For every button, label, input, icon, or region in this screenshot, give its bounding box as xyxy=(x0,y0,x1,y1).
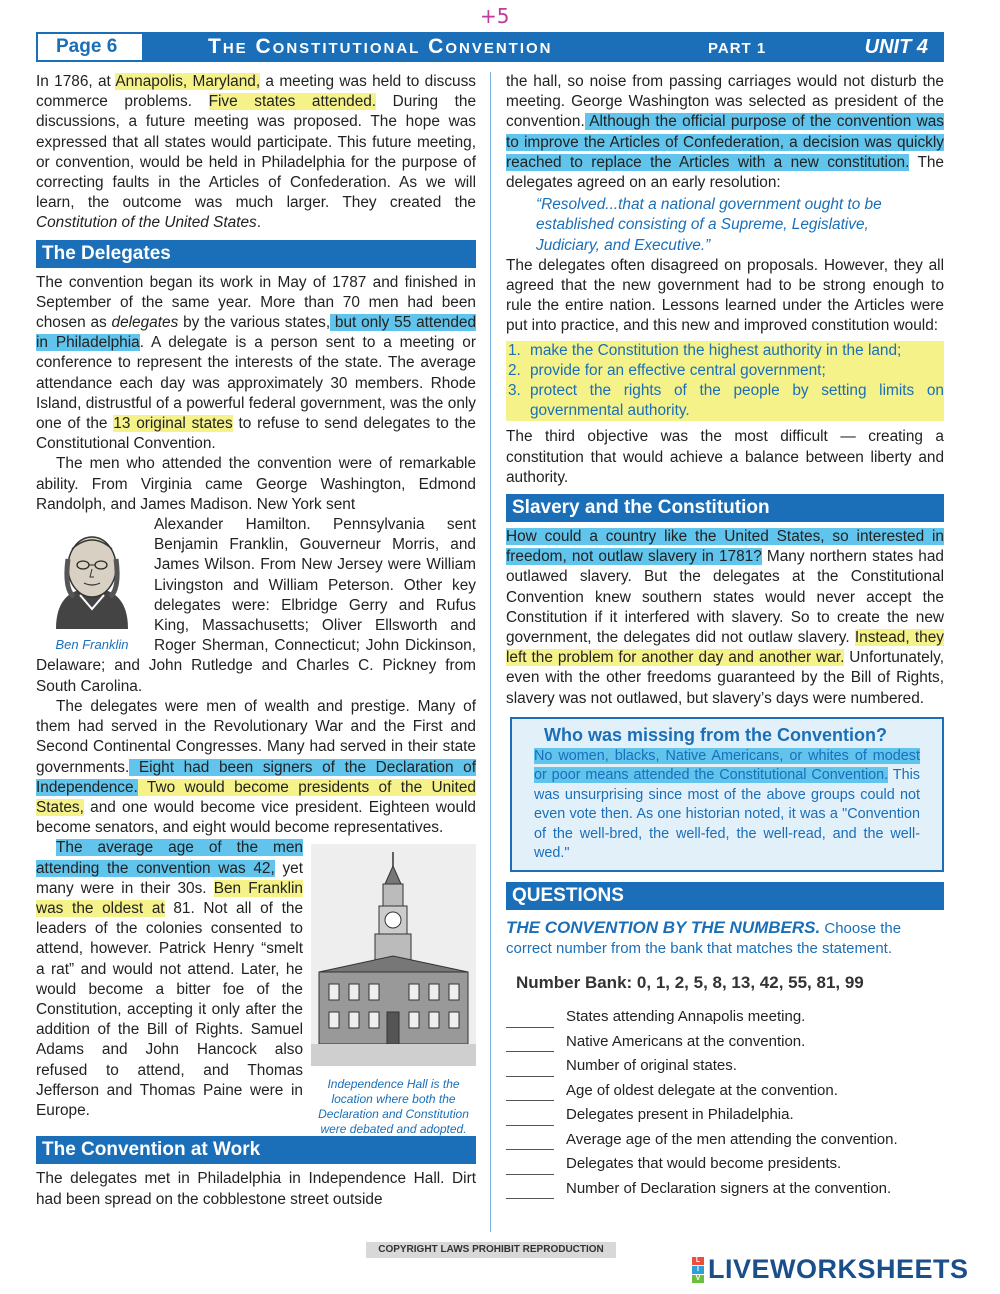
answer-blank[interactable] xyxy=(506,1157,554,1175)
copyright-notice: COPYRIGHT LAWS PROHIBIT REPRODUCTION xyxy=(366,1242,616,1258)
text-run: During the discussions, a future meeting was proposed. The hope was expressed that all states would participate. This future meeting, or convention, would be held in Philadelphia for the purpose of correcting faults in the Articles of Confederation. As we will learn, the outcome was much larger. They created the xyxy=(36,93,476,212)
slavery-paragraph xyxy=(506,527,944,709)
work-paragraph-3: The third objective was the most difficult — creating a constitution that would achieve a balance between liberty and authority. xyxy=(506,428,944,486)
text-run-italic: delegates xyxy=(111,314,179,332)
column-divider xyxy=(490,72,491,1232)
number-bank xyxy=(516,973,944,993)
questions-list xyxy=(506,1003,944,1199)
unit-label: UNIT 4 xyxy=(864,36,928,58)
text-run: a meeting was held to discuss commerce problems. xyxy=(36,73,477,111)
work-paragraph-1: The delegates met in Philadelphia in Independence Hall. Dirt had been spread on the cobblestone street outside xyxy=(36,1170,476,1208)
left-column xyxy=(36,72,476,1210)
answer-blank[interactable] xyxy=(506,1059,554,1077)
text-run: The delegates were men of wealth and prestige. Many of them had served in the Revolutionary War and the First and Second Continental Congresses. Many had served in their state governments. xyxy=(36,697,476,776)
highlight-five-states: Five states attended. xyxy=(208,93,377,111)
objective-text: make the Constitution the highest authority in the land; xyxy=(530,341,902,359)
ben-franklin-caption: Ben Franklin xyxy=(55,637,129,653)
work-paragraph-1-continued xyxy=(506,72,944,193)
objective-number: 3. xyxy=(508,382,521,400)
question-row xyxy=(506,1052,944,1077)
resolution-quote: “Resolved...that a national government ought to be established consisting of a Supreme, Legislative, Judiciary, and Executive.” xyxy=(536,196,882,254)
questions-instruction-text: Choose the correct number from the bank that matches the statement. xyxy=(506,919,902,957)
objective-item-2 xyxy=(506,361,944,381)
number-bank-values: 0, 1, 2, 5, 8, 13, 42, 55, 81, 99 xyxy=(636,972,864,992)
objective-text: protect the rights of the people by setting limits on governmental authority. xyxy=(530,382,944,420)
box-body xyxy=(534,747,920,864)
text-run: In 1786, at xyxy=(36,73,116,90)
text-run: the hall, so noise from passing carriages would not disturb the meeting. George Washington was selected as president of the convention. xyxy=(506,73,944,131)
logo-tile: L xyxy=(692,1257,704,1265)
text-run: to refuse to send delegates to the Constitutional Convention. xyxy=(36,415,476,453)
question-row xyxy=(506,1126,944,1151)
question-row xyxy=(506,1150,944,1175)
question-statement: Delegates present in Philadelphia. xyxy=(566,1106,794,1124)
question-row xyxy=(506,1028,944,1053)
text-run: The convention began its work in May of 1787 and finished in September of the same year. More than 70 men had been chosen as xyxy=(36,273,476,332)
independence-hall-figure xyxy=(311,844,476,1134)
text-run: . A delegate is a person sent to a meeting or conference to represent the interests of the state. The average attendance each day was approximately 30 members. Rhode Island, distrustful of a powerful federal government, was the only one of the xyxy=(36,334,476,433)
highlight-another-war: Instead, they left the problem for another day and another war. xyxy=(506,629,944,667)
answer-blank[interactable] xyxy=(506,1108,554,1126)
text-run: by the various states, xyxy=(178,314,331,332)
section-heading-convention-at-work: The Convention at Work xyxy=(36,1136,476,1164)
section-heading-questions: QUESTIONS xyxy=(506,882,944,910)
independence-hall-illustration xyxy=(311,844,476,1066)
handwritten-plus-five: +5 xyxy=(480,4,510,28)
right-column xyxy=(506,72,944,1199)
page-title: The Constitutional Convention xyxy=(208,35,553,58)
delegates-paragraph-2b: Alexander Hamilton. Pennsylvania sent Benjamin Franklin, Gouverneur Morris, and James Wilson. From New Jersey were William Livingston and William Peterson. Other key delegates were: Elbridge Gerry and Rufus King, Massachusetts; Oliver Ellsworth and Roger Sherman, Connecticut; John Dickinson, Delaware; and John Rutledge and Charles C. Pickney from South Carolina. xyxy=(36,516,476,695)
objective-number: 1. xyxy=(508,341,521,359)
question-row xyxy=(506,1003,944,1028)
delegates-paragraph-1 xyxy=(36,273,476,455)
question-statement: Delegates that would become presidents. xyxy=(566,1155,842,1173)
logo-text: LIVEWORKSHEETS xyxy=(708,1254,969,1284)
highlight-franklin-oldest: Ben Franklin was the oldest at xyxy=(36,879,303,917)
text-run: yet many were in their 30s. xyxy=(36,859,303,897)
independence-hall-caption: Independence Hall is the location where both the Declaration and Constitution were debated and adopted. xyxy=(318,1076,469,1136)
highlight-no-women: No women, blacks, Native Americans, or whites of modest or poor means attended the Constitutional Convention. xyxy=(534,747,920,784)
highlight-annapolis: Annapolis, Maryland, xyxy=(115,73,261,90)
section-heading-delegates: The Delegates xyxy=(36,240,476,268)
objective-item-1 xyxy=(506,341,944,361)
questions-instructions xyxy=(506,918,944,959)
text-run: . xyxy=(256,214,262,232)
objectives-list xyxy=(506,341,944,422)
answer-blank[interactable] xyxy=(506,1083,554,1101)
page-header xyxy=(36,32,944,62)
question-statement: Age of oldest delegate at the convention. xyxy=(566,1081,838,1099)
section-heading-slavery: Slavery and the Constitution xyxy=(506,494,944,522)
question-statement: Number of Declaration signers at the convention. xyxy=(566,1179,892,1197)
highlight-two-presidents: Two would become presidents of the United States, xyxy=(36,778,476,816)
box-title: Who was missing from the Convention? xyxy=(544,724,888,745)
question-row xyxy=(506,1101,944,1126)
text-run: This was unsurprising since most of the above groups could not even vote then. As one historian noted, it was a "Convention of the well-bred, the well-fed, the well-read, and the well-wed." xyxy=(534,767,920,862)
highlight-average-age: The average age of the men attending the convention was 42, xyxy=(36,839,303,877)
missing-from-convention-box xyxy=(510,717,944,872)
objective-number: 2. xyxy=(508,361,521,379)
part-label: PART 1 xyxy=(708,40,767,57)
ben-franklin-figure xyxy=(36,519,148,653)
logo-tile: I xyxy=(692,1266,704,1274)
objective-item-3 xyxy=(506,381,944,421)
highlight-outlaw-slavery: How could a country like the United States, so interested in freedom, not outlaw slavery in 1781? xyxy=(506,528,944,566)
delegates-paragraph-3 xyxy=(36,697,476,838)
objective-text: provide for an effective central government; xyxy=(530,361,826,379)
logo-tiles-icon xyxy=(692,1257,704,1283)
logo-tile: V xyxy=(692,1275,704,1283)
work-paragraph-2: The delegates often disagreed on proposals. However, they all agreed that the new government had to be strong enough to rule the entire nation. Lessons learned under the Articles were put into practice, and this new and improved constitution would: xyxy=(506,256,944,335)
text-run: Unfortunately, even with the other freedoms guaranteed by the Bill of Rights, slavery was not outlawed, but slavery’s days were numbered. xyxy=(506,649,944,707)
question-row xyxy=(506,1077,944,1102)
text-run: 81. Not all of the leaders of the colonies consented to attend, however. Patrick Henry “smelt a rat” and would not attend. Later, he would become a bitter foe of the Constitution, accepting it only after the addition of the Bill of Rights. Samuel Adams and John Hancock also refused to attend, and Thomas Jefferson and Thomas Paine were in Europe. xyxy=(36,899,304,1119)
text-run-italic: Constitution of the United States xyxy=(36,214,257,232)
highlight-eight-signers: Eight had been signers of the Declaration of Independence. xyxy=(36,758,476,796)
answer-blank[interactable] xyxy=(506,1034,554,1052)
intro-paragraph xyxy=(36,72,476,234)
question-statement: Number of original states. xyxy=(566,1057,737,1075)
question-statement: States attending Annapolis meeting. xyxy=(566,1008,806,1026)
questions-title: THE CONVENTION BY THE NUMBERS. xyxy=(506,917,821,937)
number-bank-label: Number Bank: xyxy=(516,972,633,992)
answer-blank[interactable] xyxy=(506,1132,554,1150)
text-run: Many northern states had outlawed slavery. But the delegates at the Constitutional Convention knew southern states would never accept the Constitution if it interfered with slavery. So to create the new government, the delegates did not outlaw slavery. xyxy=(506,548,944,647)
delegates-paragraph-2a: The men who attended the convention were of remarkable ability. From Virginia came George Washington, Edmond Randolph, and James Madison. New York sent xyxy=(36,455,476,513)
highlight-55-attended: but only 55 attended in Philadelphia xyxy=(36,314,477,352)
text-run: and one would become vice president. Eighteen would become senators, and eight would become representatives. xyxy=(36,798,476,837)
answer-blank[interactable] xyxy=(506,1010,554,1028)
highlight-13-states: 13 original states xyxy=(113,415,233,433)
liveworksheets-logo[interactable] xyxy=(692,1254,969,1285)
highlight-replace-articles: Although the official purpose of the convention was to improve the Articles of Confederation, a decision was quickly reached to replace the Articles with a new constitution. xyxy=(506,113,944,171)
text-run: The delegates agreed on an early resolution: xyxy=(506,153,944,192)
question-row xyxy=(506,1175,944,1200)
page-number: Page 6 xyxy=(38,34,142,60)
answer-blank[interactable] xyxy=(506,1181,554,1199)
question-statement: Native Americans at the convention. xyxy=(566,1032,806,1050)
question-statement: Average age of the men attending the convention. xyxy=(566,1130,898,1148)
ben-franklin-portrait xyxy=(36,519,148,631)
